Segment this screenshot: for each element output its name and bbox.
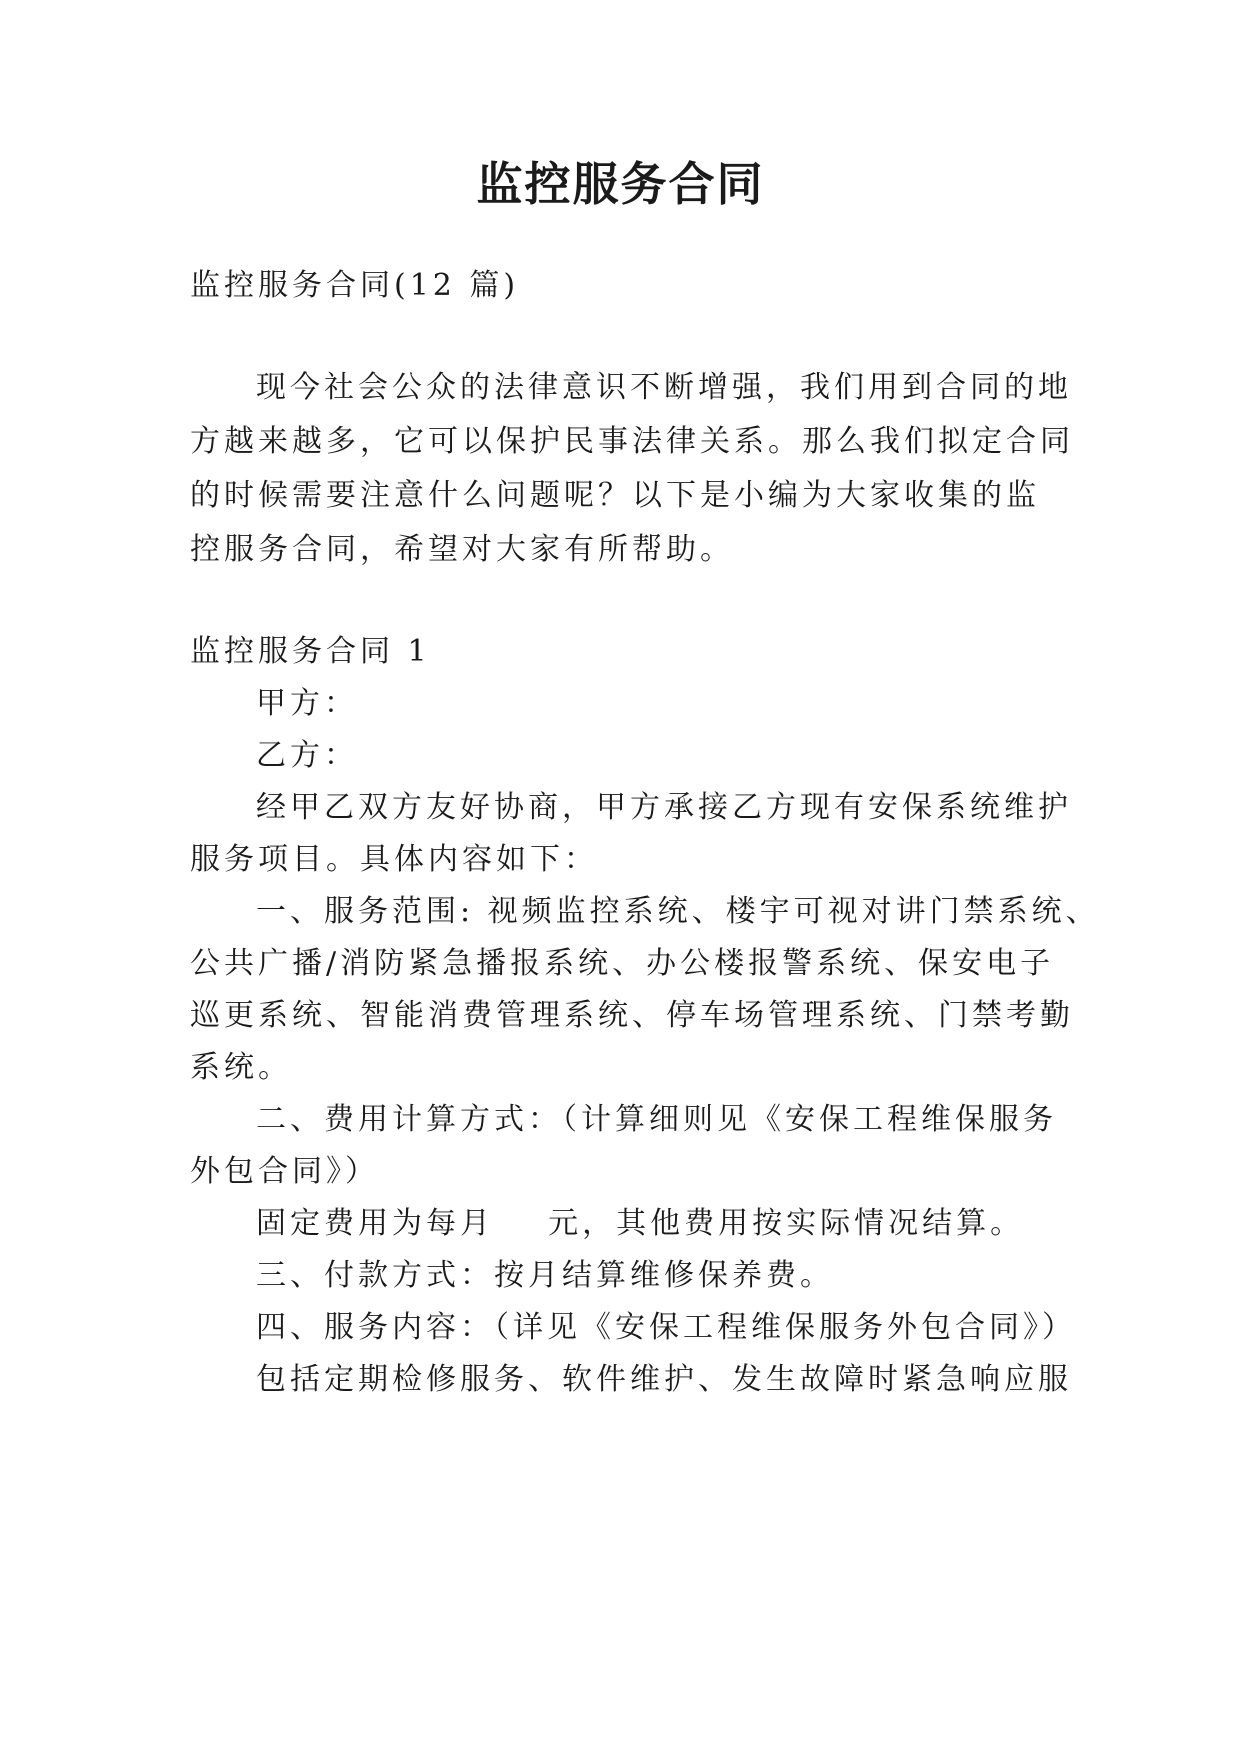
- service-scope-line-1: 一、服务范围: 视频监控系统、楼宇可视对讲门禁系统、: [256, 894, 1100, 929]
- document-title: 监控服务合同: [476, 157, 765, 211]
- service-content-line-1: 四、服务内容：（详见《安保工程维保服务外包合同》）: [256, 1310, 1076, 1345]
- service-scope-line-4: 系统。: [190, 1050, 292, 1085]
- service-scope-line-2: 公共广播/消防紧急播报系统、办公楼报警系统、保安电子: [190, 946, 1055, 981]
- intro-line-4: 控服务合同，希望对大家有所帮助。: [190, 532, 734, 567]
- intro-line-1: 现今社会公众的法律意识不断增强，我们用到合同的地: [256, 370, 1072, 405]
- body-line-4: 服务项目。具体内容如下：: [190, 842, 598, 877]
- document-subtitle: 监控服务合同(12 篇): [190, 268, 520, 303]
- fee-method-line-1: 二、费用计算方式：（计算细则见《安保工程维保服务: [256, 1102, 1057, 1137]
- payment-method-line: 三、付款方式：按月结算维修保养费。: [256, 1258, 834, 1293]
- intro-line-2: 方越来越多，它可以保护民事法律关系。那么我们拟定合同: [190, 424, 1074, 459]
- service-content-line-2: 包括定期检修服务、软件维护、发生故障时紧急响应服: [256, 1362, 1072, 1397]
- party-a-line: 甲方：: [256, 686, 358, 721]
- service-scope-line-3: 巡更系统、智能消费管理系统、停车场管理系统、门禁考勤: [190, 998, 1074, 1033]
- intro-line-3: 的时候需要注意什么问题呢？以下是小编为大家收集的监: [190, 478, 1040, 513]
- section-heading: 监控服务合同 1: [190, 634, 431, 669]
- party-b-line: 乙方：: [256, 738, 358, 773]
- body-line-3: 经甲乙双方友好协商，甲方承接乙方现有安保系统维护: [256, 790, 1072, 825]
- fee-method-line-2: 外包合同》）: [190, 1154, 379, 1189]
- fixed-fee-line: 固定费用为每月 元，其他费用按实际情况结算。: [256, 1206, 1025, 1241]
